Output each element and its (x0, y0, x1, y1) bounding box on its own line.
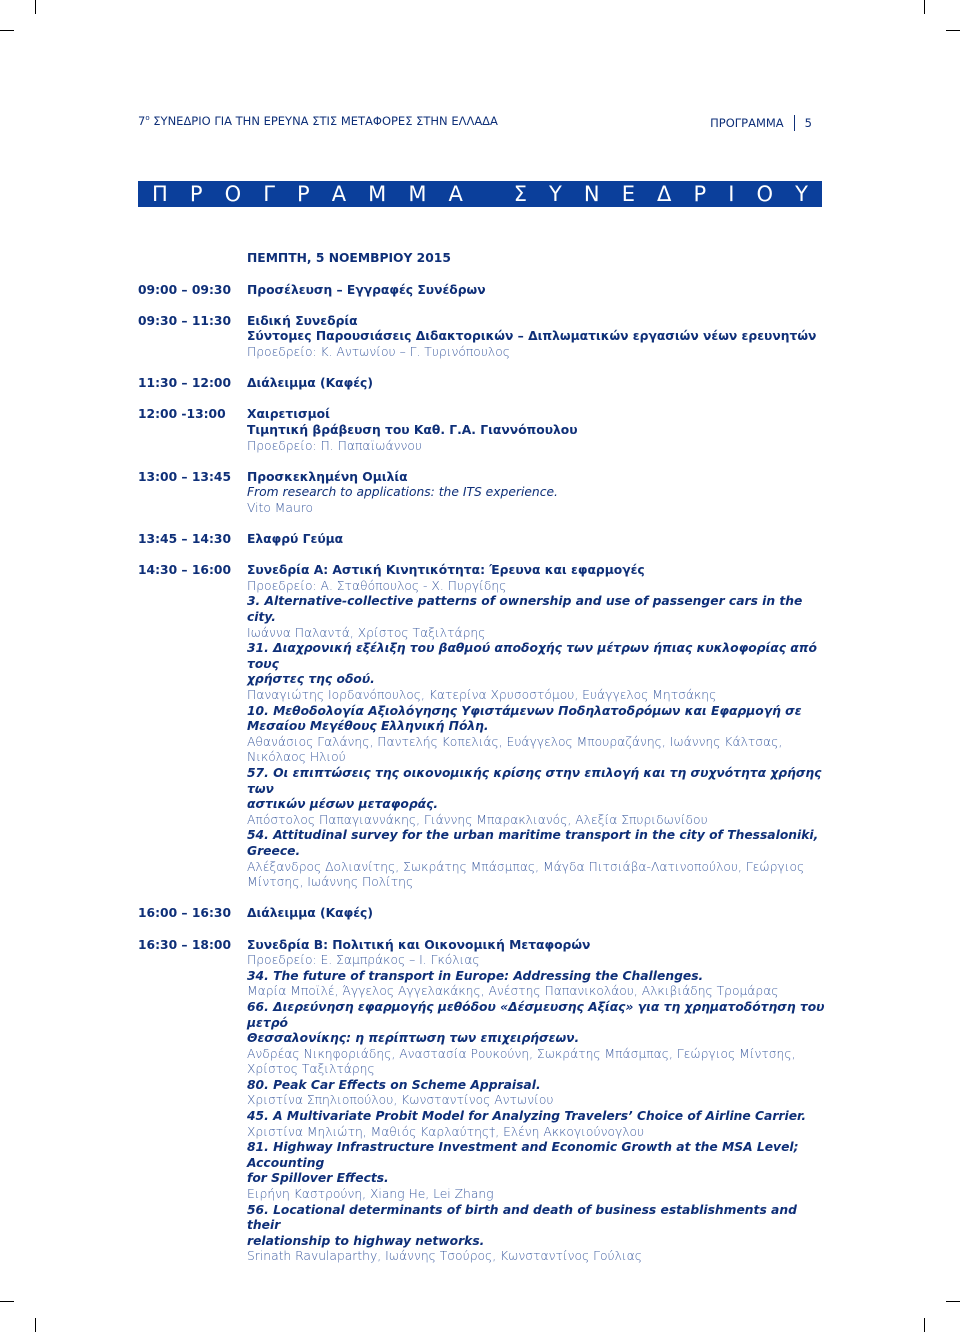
session-line: Προεδρείο: Κ. Αντωνίου – Γ. Τυρινόπουλος (247, 344, 510, 359)
session-line: Απόστολος Παπαγιαννάκης, Γιάννης Μπαρακλιανός, Αλεξία Σπυριδωνίδου (247, 812, 708, 827)
session-line: Συνεδρία Β: Πολιτική και Οικονομική Μεταφορών (247, 937, 591, 952)
time-slot: 13:45 – 14:30 (138, 532, 231, 547)
session-line: relationship to highway networks. (247, 1233, 485, 1248)
header-title: ΣΥΝΕΔΡΙΟ ΓΙΑ ΤΗΝ ΕΡΕΥΝΑ ΣΤΙΣ ΜΕΤΑΦΟΡΕΣ ΣΤΗΝ ΕΛΛΑΔΑ (153, 114, 498, 128)
session-details (247, 938, 828, 1265)
session-line: Srinath Ravulaparthy, Ιωάννης Τσούρος, Κωνσταντίνος Γούλιας (247, 1249, 643, 1264)
schedule-row (138, 376, 828, 392)
time-slot: 16:00 – 16:30 (138, 906, 231, 921)
session-line: Χρίστος Ταξιλτάρης (247, 1062, 375, 1077)
session-line: Μαρία Μποϊλέ, Άγγελος Αγγελακάκης, Ανέστης Παπανικολάου, Αλκιβιάδης Τρομάρας (247, 984, 779, 999)
session-line: From research to applications: the ITS experience. (247, 485, 558, 500)
crop-mark (0, 30, 14, 31)
crop-mark (946, 1301, 960, 1302)
session-line: 66. Διερεύνηση εφαρμογής μεθόδου «Δέσμευσης Αξίας» για τη χρηματοδότηση του μετρό (247, 999, 825, 1030)
session-line: Θεσσαλονίκης: η περίπτωση των επιχειρήσεων. (247, 1031, 580, 1046)
banner-letter (485, 182, 492, 206)
session-line: 31. Διαχρονική εξέλιξη του βαθμού αποδοχής των μέτρων ήπιας κυκλοφορίας από τους (247, 641, 817, 671)
schedule-row (138, 283, 828, 299)
page-number: 5 (804, 116, 812, 130)
time-slot: 09:30 – 11:30 (138, 313, 231, 328)
session-line: χρήστες της οδού. (247, 672, 375, 687)
schedule-row (138, 532, 828, 548)
banner-letter: Μ (368, 182, 387, 206)
session-line: Σύντομες Παρουσιάσεις Διδακτορικών – Διπλωματικών εργασιών νέων ερευνητών (247, 329, 817, 344)
schedule-row (138, 314, 828, 361)
session-line: Μίντσης, Ιωάννης Πολίτης (247, 875, 414, 890)
session-line: Τιμητική βράβευση του Καθ. Γ.Α. Γιαννόπουλου (247, 422, 578, 437)
crop-mark (946, 30, 960, 31)
session-details (247, 532, 828, 548)
banner-letter: Α (331, 182, 347, 206)
running-header (138, 114, 498, 128)
session-details (247, 906, 828, 922)
banner-letter: Ν (583, 182, 600, 206)
banner-letter: Α (448, 182, 463, 206)
session-line: 10. Μεθοδολογία Αξιολόγησης Υφιστάμενων Ποδηλατοδρόμων και Εφαρμογή σε (247, 703, 802, 718)
banner-letter: Γ (263, 182, 275, 206)
session-line: 81. Highway Infrastructure Investment and Economic Growth at the MSA Level; Accounting (247, 1140, 799, 1170)
session-line: Αθανάσιος Γαλάνης, Παντελής Κοπελιάς, Ευάγγελος Μπουραζάνης, Ιωάννης Κάλτσας, (247, 734, 783, 749)
session-line: Χριστίνα Σπηλιοπούλου, Κωνσταντίνος Αντωνίου (247, 1093, 554, 1108)
header-sup: ο (145, 114, 150, 123)
session-line: 34. The future of transport in Europe: Addressing the Challenges. (247, 968, 704, 983)
schedule-rows (138, 283, 828, 1265)
session-line: 3. Alternative-collective patterns of ownership and use of passenger cars in the city. (247, 594, 803, 625)
session-line: Προεδρείο: Π. Παπαϊωάννου (247, 438, 423, 453)
time-slot: 16:30 – 18:00 (138, 937, 231, 952)
crop-mark (0, 1301, 14, 1302)
session-details (247, 314, 828, 361)
program-banner (138, 181, 822, 207)
session-details (247, 563, 828, 890)
header-number: 7 (138, 114, 146, 128)
session-line: Προεδρείο: Ε. Σαμπράκος – Ι. Γκόλιας (247, 953, 480, 968)
session-line: Διάλειμμα (Καφές) (247, 376, 373, 391)
session-line: Ανδρέας Νικηφοριάδης, Αναστασία Ρουκούνη, Σωκράτης Μπάσμπας, Γεώργιος Μίντσης, (247, 1046, 796, 1061)
section-name: ΠΡΟΓΡΑΜΜΑ (710, 116, 784, 130)
banner-letter: Σ (513, 182, 527, 206)
page-info (710, 115, 812, 131)
session-details (247, 470, 828, 517)
banner-letter: Υ (549, 182, 562, 206)
session-line: αστικών μέσων μεταφοράς. (247, 797, 439, 812)
crop-mark (35, 0, 36, 14)
session-line: Προσέλευση – Εγγραφές Συνέδρων (247, 282, 486, 297)
banner-letter: Ε (621, 182, 635, 206)
session-line: Διάλειμμα (Καφές) (247, 906, 373, 921)
program-schedule (138, 251, 828, 1281)
schedule-row (138, 563, 828, 890)
crop-mark (924, 0, 925, 14)
banner-letter: Μ (408, 182, 427, 206)
time-slot: 13:00 – 13:45 (138, 469, 231, 484)
schedule-row (138, 407, 828, 454)
banner-letter: Ρ (296, 182, 310, 206)
time-slot: 14:30 – 16:00 (138, 563, 231, 578)
time-slot: 12:00 -13:00 (138, 407, 226, 422)
session-line: Ειδική Συνεδρία (247, 313, 358, 328)
banner-letter: Π (152, 182, 168, 206)
session-line: Ελαφρύ Γεύμα (247, 532, 344, 547)
session-details (247, 283, 828, 299)
banner-letter: Ο (756, 182, 774, 206)
session-line: Vito Mauro (247, 500, 314, 515)
session-line: Νικόλαος Ηλιού (247, 750, 346, 765)
session-line: Προεδρείο: Α. Σταθόπουλος - Χ. Πυργίδης (247, 578, 507, 593)
banner-letter: Δ (657, 182, 672, 206)
time-slot: 11:30 – 12:00 (138, 376, 231, 391)
session-line: Αλέξανδρος Δολιανίτης, Σωκράτης Μπάσμπας, Μάγδα Πιτσιάβα-Λατινοπούλου, Γεώργιος (247, 859, 805, 874)
banner-letter: Υ (795, 182, 808, 206)
crop-mark (35, 1318, 36, 1332)
session-line: Συνεδρία Α: Αστική Κινητικότητα: Έρευνα και εφαρμογές (247, 563, 645, 578)
session-line: Ειρήνη Καστρούνη, Xiang He, Lei Zhang (247, 1187, 494, 1202)
session-line: Χαιρετισμοί (247, 407, 330, 422)
banner-letter: Ρ (693, 182, 707, 206)
banner-letter: Ο (224, 182, 242, 206)
session-line: Ιωάννα Παλαντά, Χρίστος Ταξιλτάρης (247, 625, 486, 640)
session-line: Προσκεκλημένη Ομιλία (247, 469, 408, 484)
schedule-row (138, 938, 828, 1265)
session-line: 80. Peak Car Effects on Scheme Appraisal. (247, 1077, 541, 1092)
banner-letter: Ρ (189, 182, 203, 206)
session-line: 54. Attitudinal survey for the urban maritime transport in the city of Thessaloniki, Greece. (247, 828, 819, 858)
session-line: 45. A Multivariate Probit Model for Analyzing Travelers’ Choice of Airline Carrier. (247, 1109, 807, 1124)
program-date: ΠΕΜΠΤΗ, 5 ΝΟΕΜΒΡΙΟΥ 2015 (247, 251, 451, 265)
session-details (247, 376, 828, 392)
session-line: for Spillover Effects. (247, 1171, 389, 1186)
session-line: 56. Locational determinants of birth and death of business establishments and their (247, 1202, 797, 1233)
session-line: Χριστίνα Μηλιώτη, Μαθιός Καρλαύτης†, Ελένη Ακκογιούνογλου (247, 1124, 645, 1139)
banner-letter: Ι (728, 182, 735, 206)
time-slot: 09:00 – 09:30 (138, 282, 231, 297)
session-line: Παναγιώτης Ιορδανόπουλος, Κατερίνα Χρυσοστόμου, Ευάγγελος Μητσάκης (247, 688, 717, 703)
schedule-row (138, 470, 828, 517)
schedule-row (138, 906, 828, 922)
session-details (247, 407, 828, 454)
session-line: 57. Οι επιπτώσεις της οικονομικής κρίσης στην επιλογή και τη συχνότητα χρήσης των (247, 766, 822, 796)
session-line: Μεσαίου Μεγέθους Ελληνική Πόλη. (247, 719, 489, 734)
header-divider (794, 115, 795, 131)
crop-mark (924, 1318, 925, 1332)
